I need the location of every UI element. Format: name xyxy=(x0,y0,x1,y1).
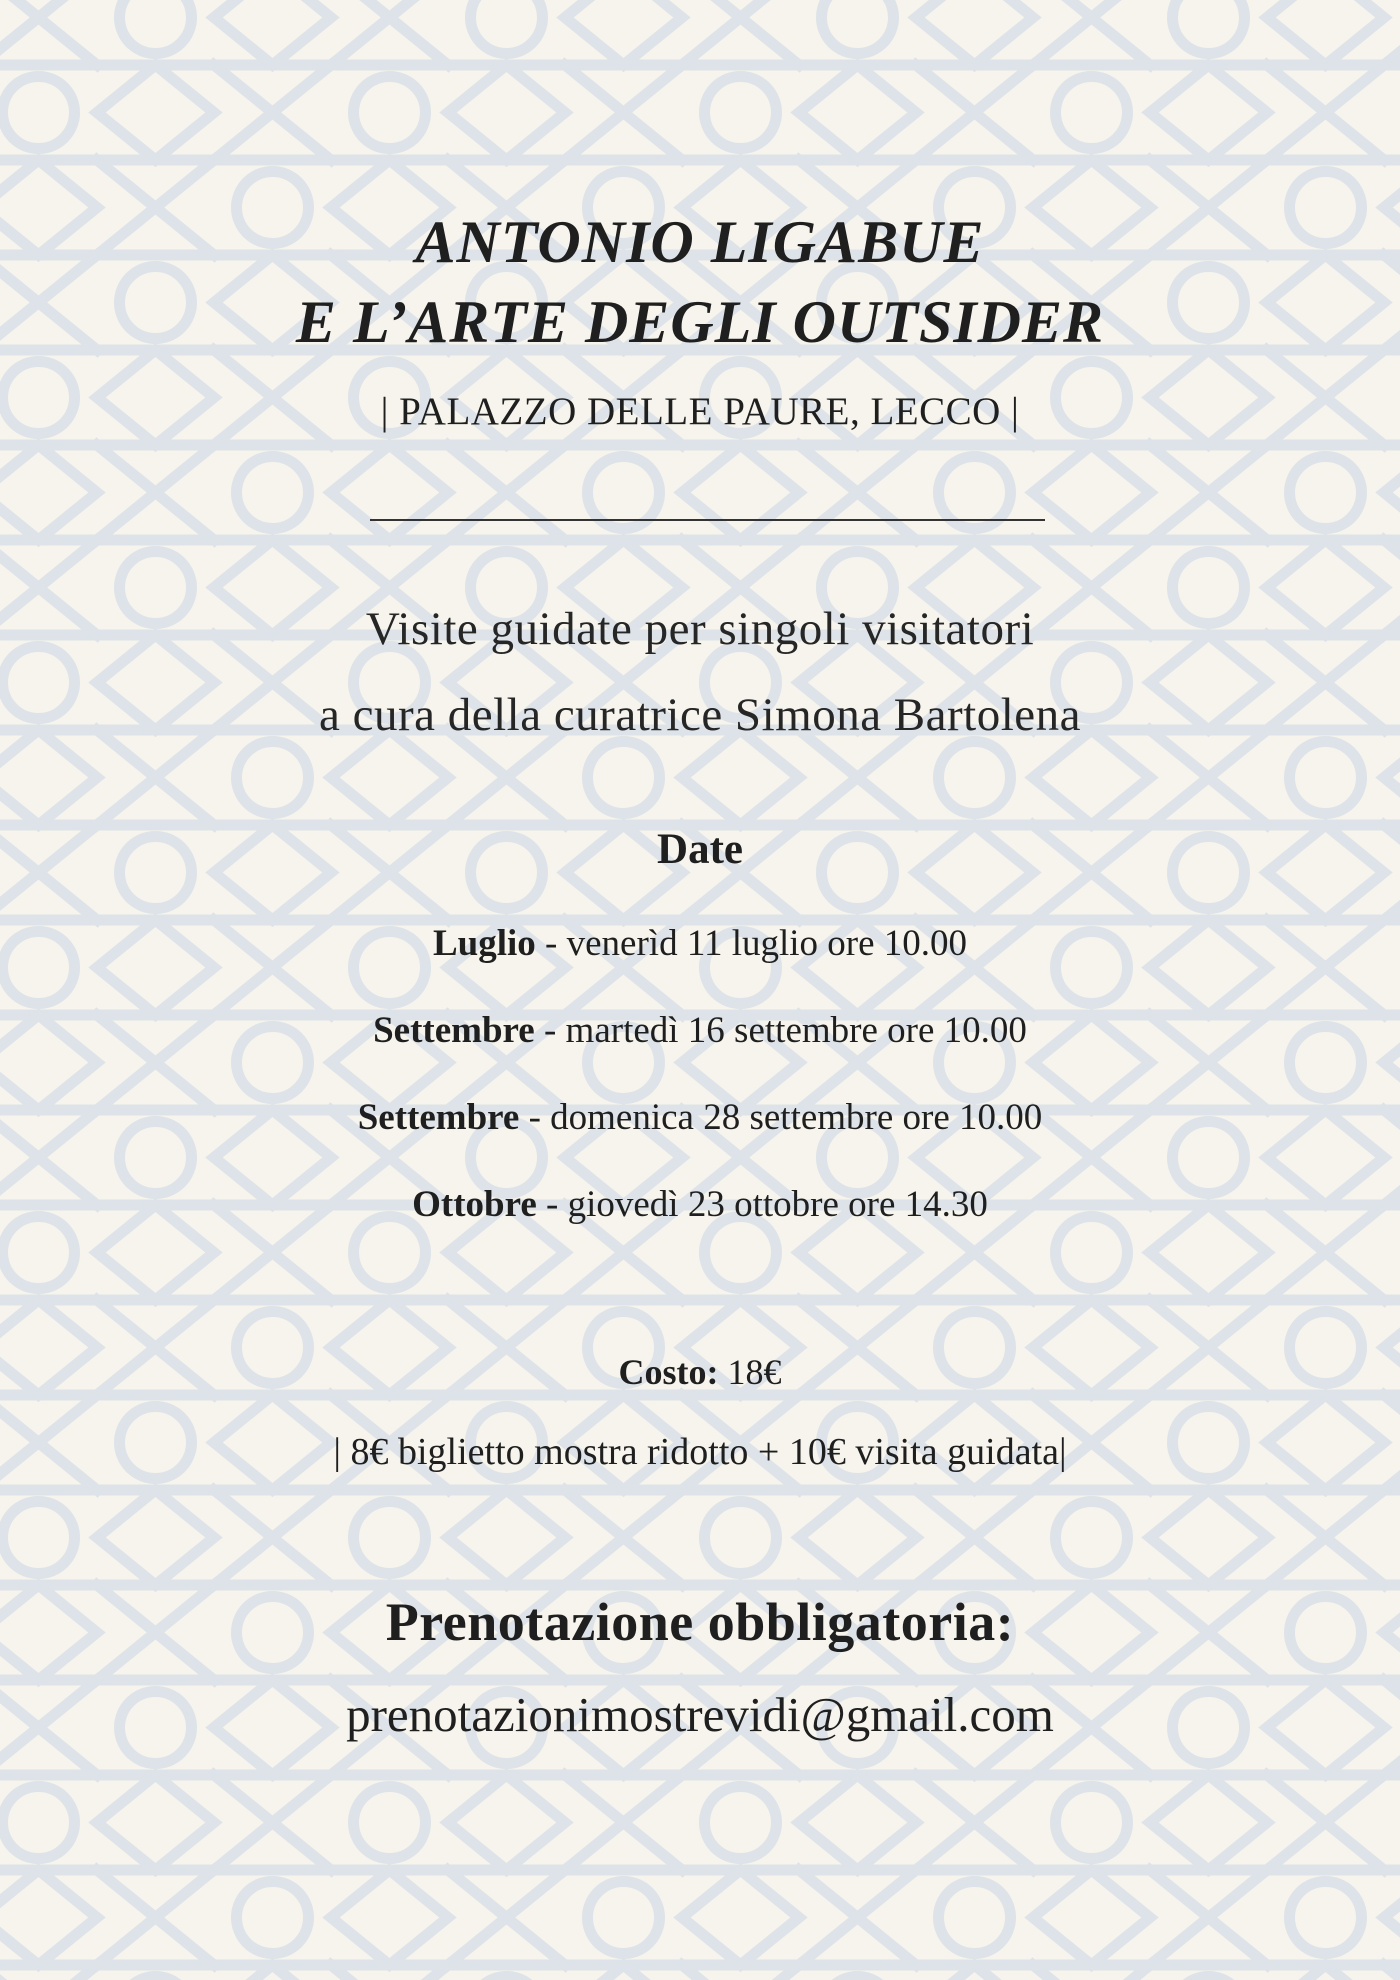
cost-label: Costo: xyxy=(618,1352,719,1392)
exhibition-title-line-1: ANTONIO LIGABUE xyxy=(415,209,985,275)
venue-label: | PALAZZO DELLE PAURE, LECCO | xyxy=(380,390,1020,433)
subtitle-line-1: Visite guidate per singoli visitatori xyxy=(365,603,1035,655)
cost-value: 18€ xyxy=(718,1352,782,1392)
date-item xyxy=(0,925,1400,962)
booking-heading: Prenotazione obbligatoria: xyxy=(385,1592,1015,1652)
date-item xyxy=(0,1099,1400,1136)
divider-line xyxy=(370,519,1045,521)
date-item xyxy=(0,1186,1400,1223)
subtitle-line-2: a cura della curatrice Simona Bartolena xyxy=(319,689,1081,741)
date-detail: - martedì 16 settembre ore 10.00 xyxy=(534,1010,1027,1051)
exhibition-title-line-2: E L’ARTE DEGLI OUTSIDER xyxy=(295,289,1105,355)
date-month: Luglio xyxy=(432,923,536,964)
date-month: Settembre xyxy=(357,1097,520,1138)
date-month: Settembre xyxy=(373,1010,535,1051)
date-detail: - giovedì 23 ottobre ore 14.30 xyxy=(536,1184,988,1225)
booking-email: prenotazionimostrevidi@gmail.com xyxy=(346,1687,1054,1742)
date-detail: - domenica 28 settembre ore 10.00 xyxy=(519,1097,1043,1138)
cost-detail: | 8€ biglietto mostra ridotto + 10€ visita guidata| xyxy=(333,1431,1067,1473)
cost-line xyxy=(0,1354,1400,1390)
dates-heading: Date xyxy=(657,826,743,873)
date-month: Ottobre xyxy=(412,1184,537,1225)
date-item xyxy=(0,1012,1400,1049)
date-detail: - venerìd 11 luglio ore 10.00 xyxy=(535,923,968,964)
